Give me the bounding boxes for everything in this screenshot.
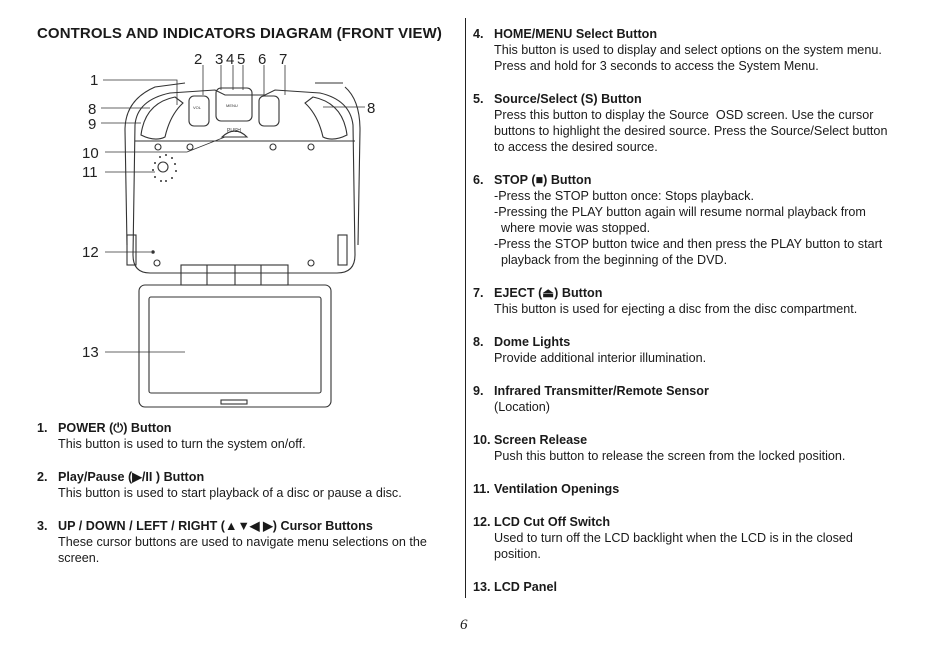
description-line: where movie was stopped. [494, 221, 651, 235]
callout-5: 5 [237, 51, 246, 68]
control-item-description [473, 399, 913, 415]
control-item-title: Play/Pause (▶/II ) Button [58, 470, 205, 484]
description-line: to access the desired source. [494, 140, 658, 154]
description-line: Provide additional interior illumination. [494, 351, 707, 365]
lcd-panel [149, 297, 321, 393]
control-item [37, 518, 447, 566]
description-line: playback from the beginning of the DVD. [494, 253, 728, 267]
control-item-title: Infrared Transmitter/Remote Sensor [494, 384, 709, 398]
control-item-description [37, 534, 447, 566]
callout-11: 11 [82, 164, 98, 181]
callout-9: 9 [88, 116, 97, 133]
control-item-heading [473, 172, 913, 188]
controls-list-right [473, 26, 913, 612]
description-line: Press and hold for 3 seconds to access the System Menu. [494, 59, 819, 73]
description-line: Push this button to release the screen from the locked position. [494, 449, 846, 463]
control-item [473, 91, 913, 155]
control-item-title: Ventilation Openings [494, 482, 620, 496]
page-title: CONTROLS AND INDICATORS DIAGRAM (FRONT VIEW) [37, 25, 442, 42]
control-item-number: 11. [473, 482, 490, 496]
description-line: Used to turn off the LCD backlight when the LCD is in the closed [494, 531, 853, 545]
control-item [473, 514, 913, 562]
control-item-heading [473, 26, 913, 42]
controls-list-left [37, 420, 447, 583]
control-item-heading [473, 334, 913, 350]
control-item-title: LCD Cut Off Switch [494, 515, 611, 529]
control-item-title: EJECT (⏏) Button [494, 286, 603, 300]
callout-2: 2 [194, 51, 203, 68]
control-item-description [473, 42, 913, 74]
description-line: -Pressing the PLAY button again will resume normal playback from [494, 205, 866, 219]
description-line: This button is used for ejecting a disc from the disc compartment. [494, 302, 858, 316]
screen-frame [139, 285, 331, 407]
control-item [473, 432, 913, 464]
front-view-diagram [75, 45, 395, 415]
description-line: (Location) [494, 400, 551, 414]
callout-8-right: 8 [367, 100, 376, 117]
page-number: 6 [460, 617, 468, 633]
callout-3: 3 [215, 51, 224, 68]
control-item-description [37, 436, 447, 452]
callout-13: 13 [82, 344, 99, 361]
control-item-title: STOP (■) Button [494, 173, 592, 187]
control-item-description [473, 107, 913, 155]
callout-7: 7 [279, 51, 288, 68]
control-item-heading [473, 432, 913, 448]
control-item-title: Source/Select (S) Button [494, 92, 642, 106]
control-item [473, 172, 913, 268]
control-item-heading [473, 285, 913, 301]
callout-6: 6 [258, 51, 267, 68]
button-cluster-right [259, 96, 279, 126]
control-item-number: 13. [473, 580, 491, 594]
control-item-title: HOME/MENU Select Button [494, 27, 658, 41]
control-item-description [473, 448, 913, 464]
control-item-title: LCD Panel [494, 580, 557, 594]
control-item-heading [37, 469, 447, 485]
control-item-title: UP / DOWN / LEFT / RIGHT (▲▼◀ ▶) Cursor Buttons [58, 519, 373, 533]
control-item-description [473, 188, 913, 268]
control-item [473, 285, 913, 317]
menu-button-label: MENU [226, 103, 238, 108]
column-divider [465, 18, 466, 598]
control-item [473, 579, 913, 595]
callout-1: 1 [90, 72, 99, 89]
callout-8-left: 8 [88, 101, 97, 118]
control-item-number: 2. [37, 470, 48, 484]
control-item-number: 6. [473, 173, 484, 187]
control-item-number: 10. [473, 433, 491, 447]
control-item-description [473, 301, 913, 317]
control-item-number: 9. [473, 384, 484, 398]
control-item-heading [473, 481, 913, 497]
button-cluster-left [189, 96, 209, 126]
control-item-title: POWER (⏻) Button [58, 421, 172, 435]
callout-4: 4 [226, 51, 235, 68]
description-line: buttons to highlight the desired source. Press the Source/Select button [494, 124, 888, 138]
control-item-heading [37, 420, 447, 436]
description-line: screen. [58, 551, 100, 565]
control-item-heading [473, 91, 913, 107]
control-item-number: 4. [473, 27, 484, 41]
callout-12: 12 [82, 244, 99, 261]
control-item [473, 26, 913, 74]
description-line: -Press the STOP button twice and then press the PLAY button to start [494, 237, 883, 251]
callout-10: 10 [82, 145, 99, 162]
description-line: This button is used to start playback of a disc or pause a disc. [58, 486, 402, 500]
ventilation-openings [152, 154, 177, 182]
control-item-title: Dome Lights [494, 335, 571, 349]
control-item-number: 12. [473, 515, 491, 529]
push-button-label: PUSH [227, 128, 241, 134]
vol-button-label: VOL [193, 105, 202, 110]
control-item [37, 420, 447, 452]
control-item-number: 3. [37, 519, 48, 533]
description-line: These cursor buttons are used to navigate menu selections on the [58, 535, 427, 549]
description-line: -Press the STOP button once: Stops playback. [494, 189, 754, 203]
control-item-number: 8. [473, 335, 484, 349]
control-item [473, 383, 913, 415]
description-line: position. [494, 547, 541, 561]
control-item-number: 1. [37, 421, 48, 435]
description-line: This button is used to turn the system on/off. [58, 437, 306, 451]
control-item [473, 481, 913, 497]
control-item [37, 469, 447, 501]
control-item-description [473, 350, 913, 366]
control-item-heading [473, 514, 913, 530]
control-item-heading [473, 579, 913, 595]
control-item-title: Screen Release [494, 433, 588, 447]
dome-light-right [305, 97, 347, 139]
control-item-heading [473, 383, 913, 399]
control-item-number: 5. [473, 92, 484, 106]
description-line: This button is used to display and select options on the system menu. [494, 43, 882, 57]
control-item-number: 7. [473, 286, 484, 300]
control-item [473, 334, 913, 366]
description-line: Press this button to display the Source OSD screen. Use the cursor [494, 108, 874, 122]
control-item-description [473, 530, 913, 562]
control-item-description [37, 485, 447, 501]
control-item-heading [37, 518, 447, 534]
